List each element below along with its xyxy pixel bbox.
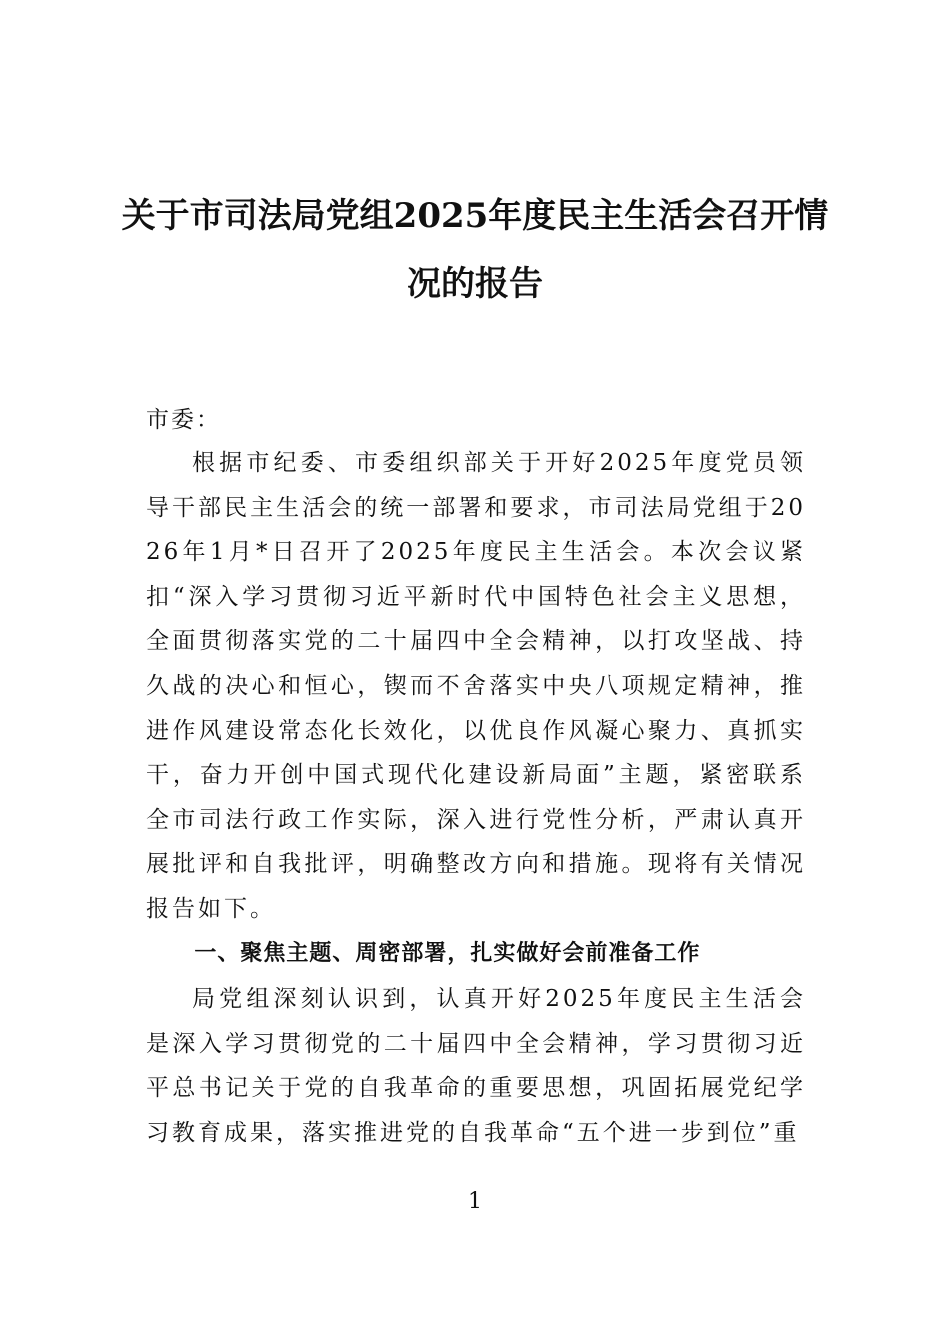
section-heading-1: 一、聚焦主题、周密部署，扎实做好会前准备工作 [194,941,701,966]
paragraph-intro: 根据市纪委、市委组织部关于开好2025年度党员领导干部民主生活会的统一部署和要求，市司法局党组于2026年1月*日召开了2025年度民主生活会。本次会议紧扣“深入学习贯彻习近平新时代中国特色社会主义思想，全面贯彻落实党的二十届四中全会精神，以打攻坚战、持久战的决心和恒心，锲而不舍落实中央八项规定精神，推进作风建设常态化长效化，以优良作风凝心聚力、真抓实干，奋力开创中国式现代化建设新局面”主题，紧密联系全市司法行政工作实际，深入进行党性分析，严肃认真开展批评和自我批评，明确整改方向和措施。现将有关情况报告如下。 [146,450,806,922]
document-title: 关于市司法局党组2025年度民主生活会召开情况的报告 [121,196,829,304]
page-number: 1 [468,1189,482,1214]
paragraph-section-1: 局党组深刻认识到，认真开好2025年度民主生活会是深入学习贯彻党的二十届四中全会精神，学习贯彻习近平总书记关于党的自我革命的重要思想，巩固拓展党纪学习教育成果，落实推进党的自我革命“五个进一步到位”重 [146,986,806,1146]
salutation: 市委： [146,407,221,433]
